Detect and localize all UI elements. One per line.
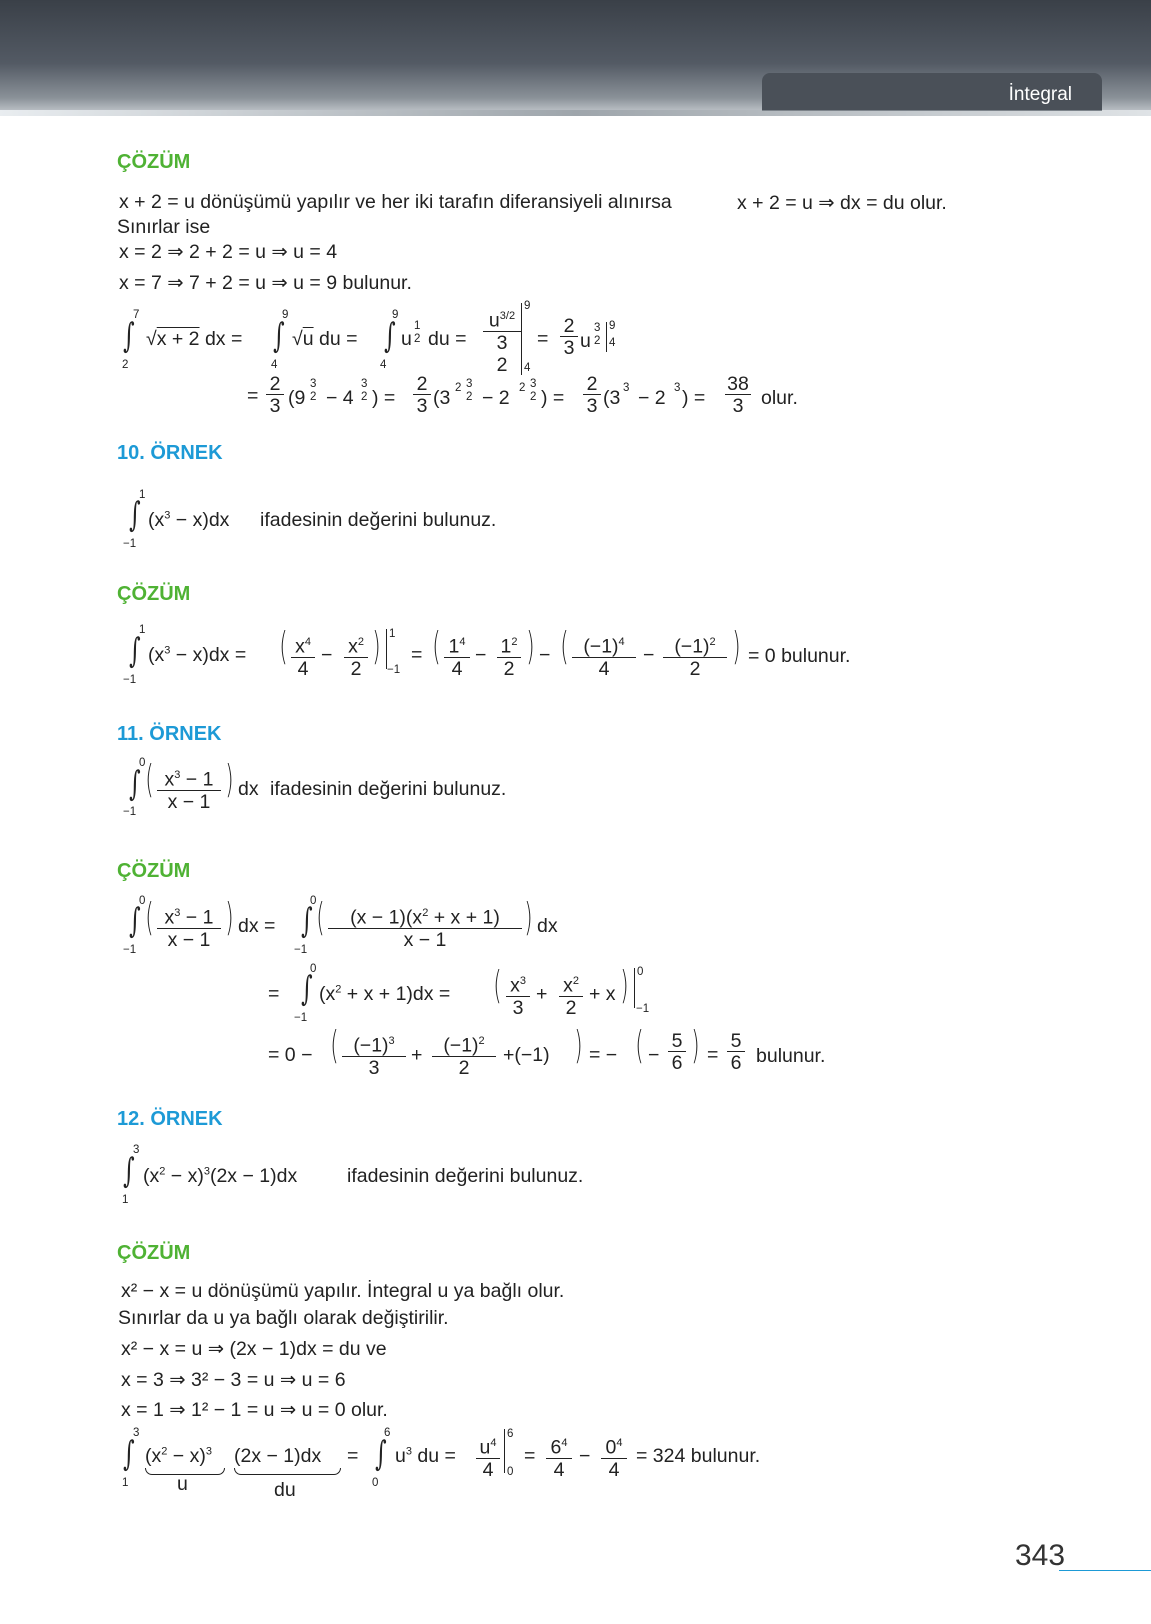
solution-text: Sınırlar ise xyxy=(117,216,211,238)
solution-text: x = 1 ⇒ 1² − 1 = u ⇒ u = 0 olur. xyxy=(121,1399,388,1421)
solution-heading: ÇÖZÜM xyxy=(117,151,191,173)
solution-heading: ÇÖZÜM xyxy=(117,1242,191,1264)
solution-text: x² − x = u dönüşümü yapılır. İntegral u ya bağlı olur. xyxy=(121,1280,565,1302)
solution-text: x² − x = u ⇒ (2x − 1)dx = du ve xyxy=(121,1338,387,1360)
page-number: 343 xyxy=(1015,1539,1066,1572)
example-question: ifadesinin değerini bulunuz. xyxy=(347,1165,584,1187)
example-question: ifadesinin değerini bulunuz. xyxy=(270,778,507,800)
section-title: İntegral xyxy=(1008,84,1072,105)
solution-text: Sınırlar da u ya bağlı olarak değiştirilir. xyxy=(118,1307,449,1329)
solution-text: x + 2 = u dönüşümü yapılır ve her iki tarafın diferansiyeli alınırsa xyxy=(119,191,672,213)
solution-result: = 0 bulunur. xyxy=(748,645,851,667)
section-tab xyxy=(762,73,1102,111)
page-number-rule xyxy=(1059,1570,1151,1571)
solution-text: x = 2 ⇒ 2 + 2 = u ⇒ u = 4 xyxy=(119,241,338,263)
solution-result: bulunur. xyxy=(756,1045,826,1067)
example-heading: 10. ÖRNEK xyxy=(117,442,223,464)
solution-text: x + 2 = u ⇒ dx = du olur. xyxy=(737,192,947,214)
example-heading: 11. ÖRNEK xyxy=(117,723,222,745)
solution-text: x = 3 ⇒ 3² − 3 = u ⇒ u = 6 xyxy=(121,1369,346,1391)
solution-heading: ÇÖZÜM xyxy=(117,583,191,605)
example-question: ifadesinin değerini bulunuz. xyxy=(260,509,497,531)
solution-result: = 324 bulunur. xyxy=(636,1445,761,1467)
solution-text: x = 7 ⇒ 7 + 2 = u ⇒ u = 9 bulunur. xyxy=(119,272,412,294)
example-heading: 12. ÖRNEK xyxy=(117,1108,223,1130)
solution-heading: ÇÖZÜM xyxy=(117,860,191,882)
